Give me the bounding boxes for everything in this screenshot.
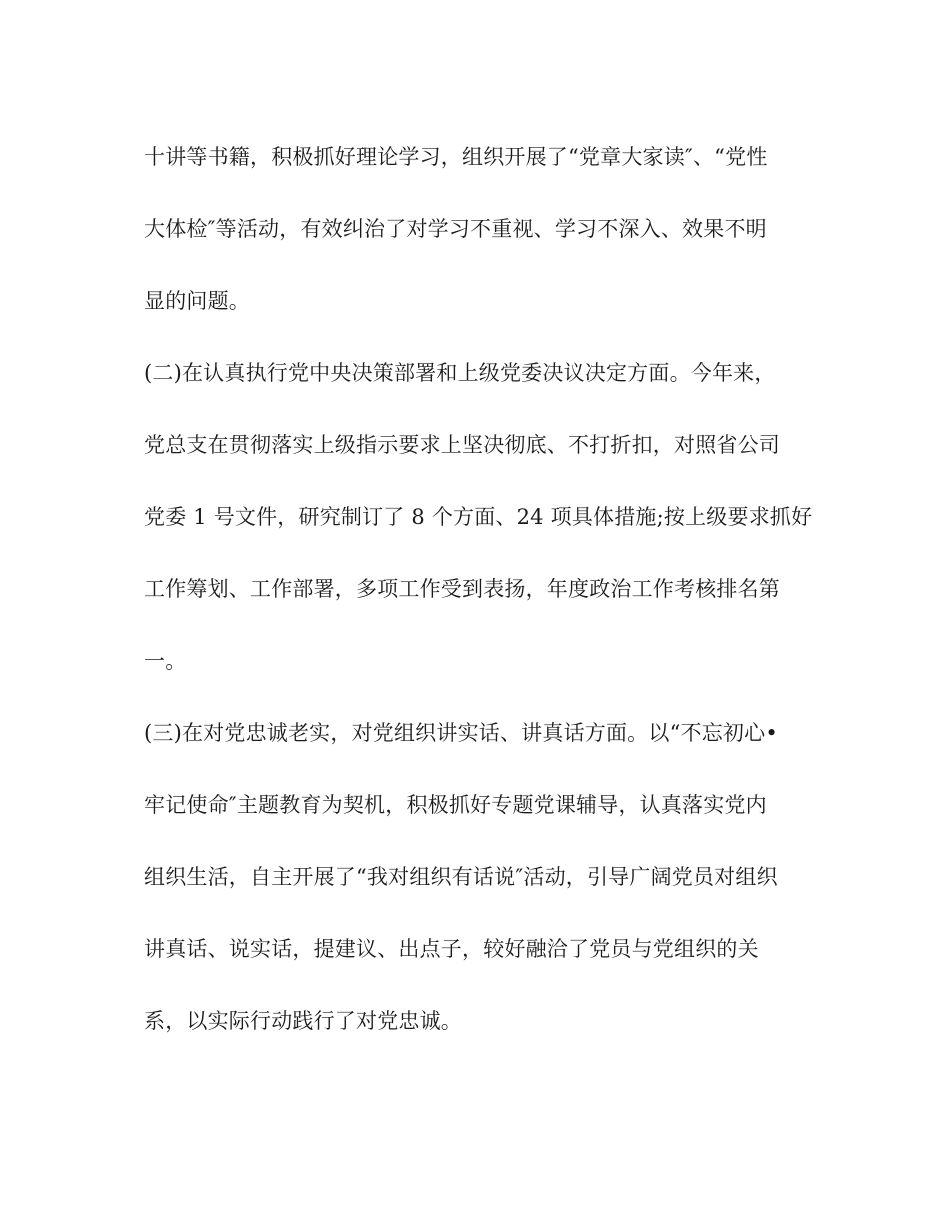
text-line: 一。 bbox=[144, 649, 187, 673]
section-heading-3: (三)在对党忠诚老实，对党组织讲实话、讲真话方面。以“不忘初心• bbox=[144, 721, 778, 745]
text-line: 牢记使命″主题教育为契机，积极抓好专题党课辅导，认真落实党内 bbox=[144, 793, 767, 817]
section-heading-2: (二)在认真执行党中央决策部署和上级党委决议决定方面。今年来， bbox=[144, 361, 776, 385]
text-line: 党委 1 号文件，研究制订了 8 个方面、24 项具体措施;按上级要求抓好 bbox=[144, 505, 813, 529]
text-line: 系，以实际行动践行了对党忠诚。 bbox=[144, 1009, 462, 1033]
text-line: 工作筹划、工作部署，多项工作受到表扬，年度政治工作考核排名第 bbox=[144, 577, 780, 601]
text-line: 讲真话、说实话，提建议、出点子，较好融洽了党员与党组织的关 bbox=[144, 937, 759, 961]
text-line: 组织生活，自主开展了“我对组织有话说″活动，引导广阔党员对组织 bbox=[144, 865, 778, 889]
text-line: 党总支在贯彻落实上级指示要求上坚决彻底、不打折扣，对照省公司 bbox=[144, 433, 780, 457]
text-line: 大体检″等活动，有效纠治了对学习不重视、学习不深入、效果不明 bbox=[144, 217, 767, 241]
text-line: 显的问题。 bbox=[144, 289, 250, 313]
text-line: 十讲等书籍，积极抓好理论学习，组织开展了“党章大家读″、“党性 bbox=[144, 145, 768, 169]
